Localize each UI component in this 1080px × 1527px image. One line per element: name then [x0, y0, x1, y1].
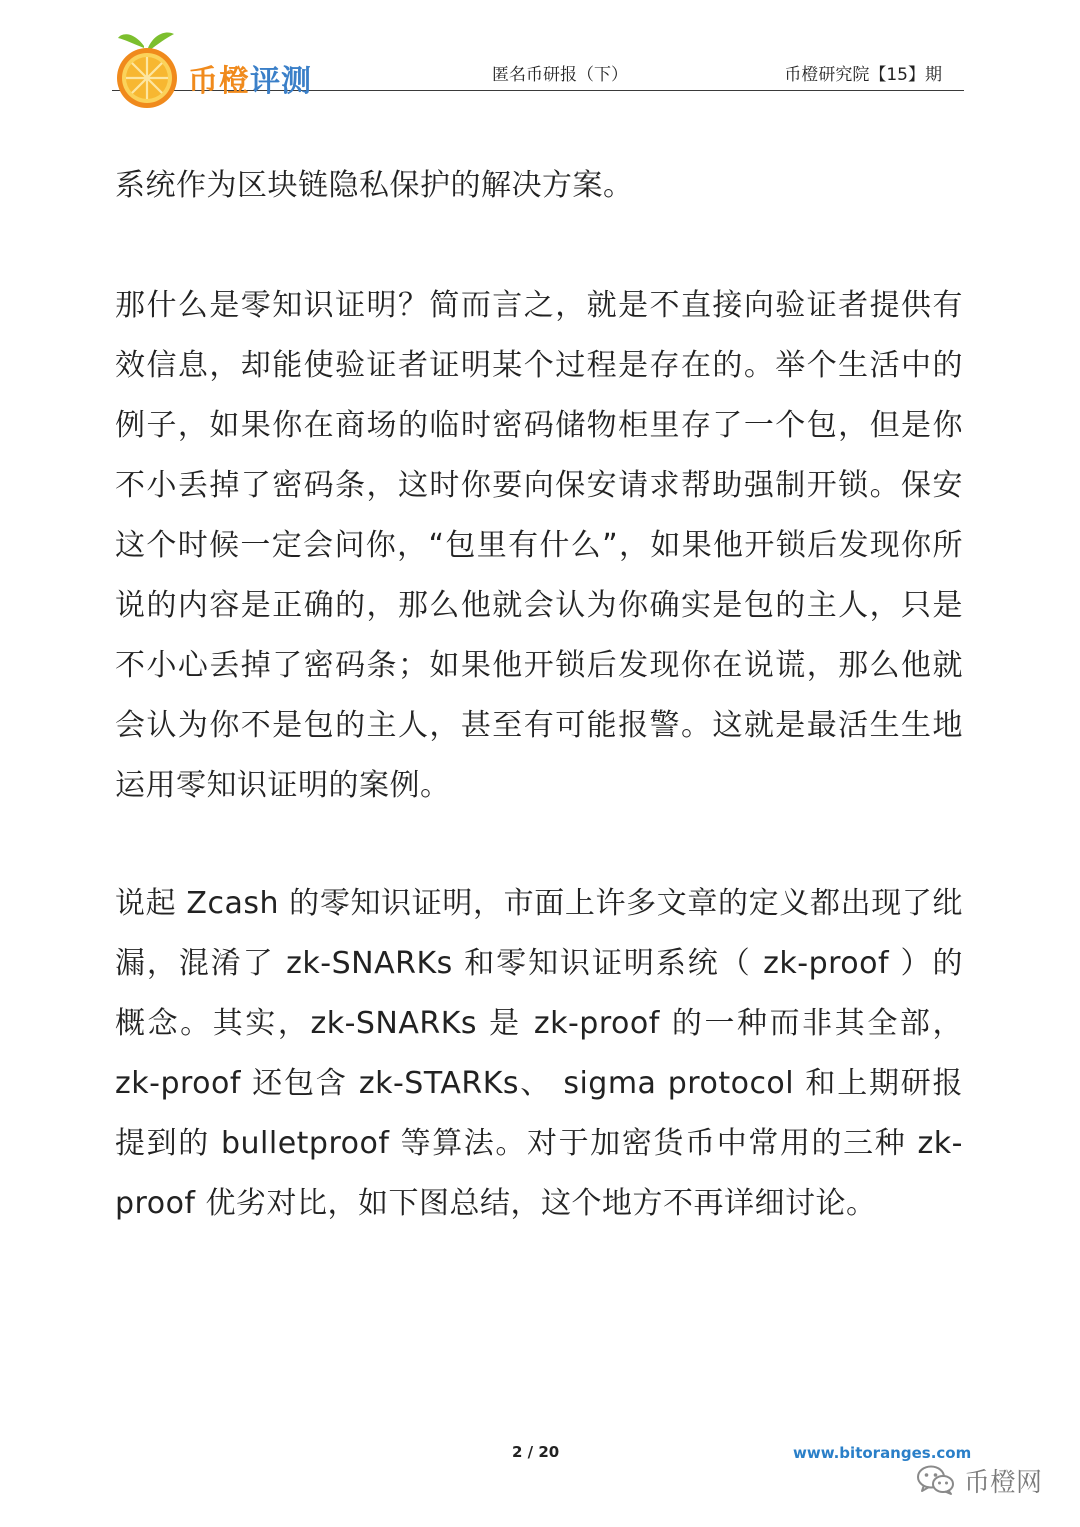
article-body [115, 156, 963, 1234]
wechat-icon [916, 1464, 956, 1496]
paragraph-3: 说起 Zcash 的零知识证明，市面上许多文章的定义都出现了纰漏，混淆了 zk-SNARKs 和零知识证明系统（ zk-proof ）的概念。其实，zk-SNARKs 是 zk-proof 的一种而非其全部，zk-proof 还包含 zk-STARKs、 sigma protocol 和上期研报提到的 bulletproof 等算法。对于加密货币中常用的三种 zk-proof 优劣对比，如下图总结，这个地方不再详细讨论。 [115, 886, 963, 1221]
watermark-text: 币橙网 [964, 1467, 1043, 1498]
report-title: 匿名币研报（下） [492, 65, 628, 85]
logo-wordmark [188, 56, 312, 100]
page-header [112, 18, 964, 99]
wechat-watermark [916, 1460, 1042, 1500]
paragraph-1: 系统作为区块链隐私保护的解决方案。 [115, 168, 634, 203]
issue-number: 币橙研究院【15】期 [784, 65, 942, 85]
logo-text-part2: 评测 [250, 64, 312, 99]
paragraph-2: 那什么是零知识证明？简而言之，就是不直接向验证者提供有效信息，却能使验证者证明某个过程是存在的。举个生活中的例子，如果你在商场的临时密码储物柜里存了一个包，但是你不小丢掉了密码条，这时你要向保安请求帮助强制开锁。保安这个时候一定会问你，“包里有什么”，如果他开锁后发现你所说的内容是正确的，那么他就会认为你确实是包的主人，只是不小心丢掉了密码条；如果他开锁后发现你在说谎，那么他就会认为你不是包的主人，甚至有可能报警。这就是最活生生地运用零知识证明的案例。 [115, 288, 963, 803]
orange-slice-logo-icon [112, 26, 182, 108]
logo-text-part1: 币橙 [188, 64, 250, 99]
website-link[interactable]: www.bitoranges.com [793, 1444, 972, 1462]
brand-logo [112, 22, 312, 112]
page-number: 2 / 20 [512, 1443, 560, 1461]
